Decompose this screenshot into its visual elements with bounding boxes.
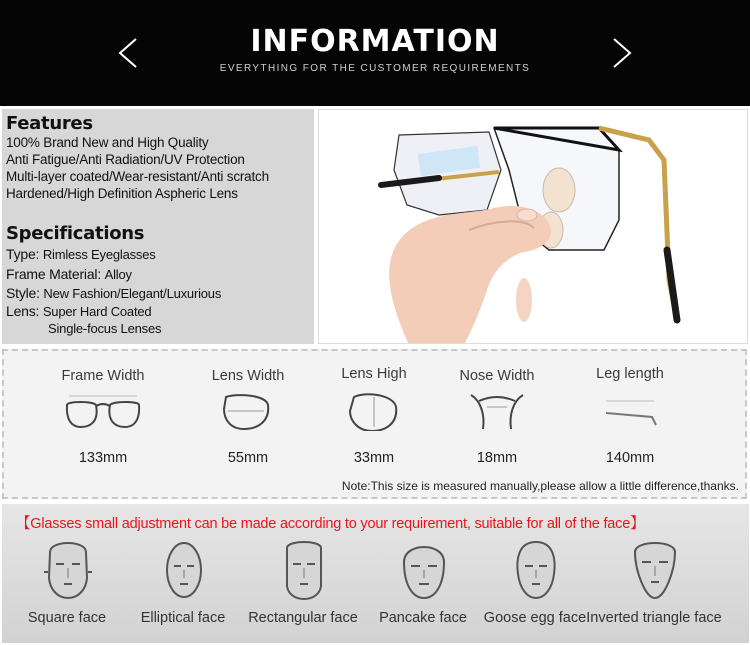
measure-label: Lens High	[341, 366, 407, 382]
inverted-triangle-face-icon	[629, 538, 681, 602]
nose-width-icon	[457, 391, 537, 431]
spec-type-label: Type:	[6, 246, 40, 262]
measurement-note: Note:This size is measured manually,please allow a little difference,thanks.	[341, 479, 739, 493]
spec-material	[6, 266, 132, 282]
page-subtitle: EVERYTHING FOR THE CUSTOMER REQUIREMENTS	[219, 63, 531, 74]
product-photo	[318, 109, 748, 344]
measure-label: Lens Width	[211, 368, 285, 384]
feature-line: Hardened/High Definition Aspheric Lens	[6, 186, 238, 201]
chevron-right-icon[interactable]	[604, 33, 638, 73]
measurement-panel	[2, 349, 747, 499]
pancake-face-icon	[398, 538, 450, 602]
face-label: Elliptical face	[140, 610, 226, 626]
features-panel	[2, 109, 314, 344]
spec-style-value: New Fashion/Elegant/Luxurious	[43, 286, 222, 301]
square-face-icon	[42, 538, 94, 602]
feature-line: 100% Brand New and High Quality	[6, 135, 209, 150]
measure-value: 18mm	[476, 450, 518, 466]
measure-label: Nose Width	[459, 368, 535, 384]
spec-style-label: Style:	[6, 285, 40, 301]
adjustment-notice: 【Glasses small adjustment can be made according to your requirement, suitable for all of the face】	[16, 516, 645, 532]
face-label: Inverted triangle face	[586, 610, 722, 626]
spec-style	[6, 285, 221, 301]
face-label: Goose egg face	[483, 610, 587, 626]
feature-line: Multi-layer coated/Wear-resistant/Anti scratch	[6, 169, 269, 184]
spec-lens-value-2: Single-focus Lenses	[48, 321, 162, 336]
measure-label: Leg length	[596, 366, 664, 382]
spec-lens-2	[48, 321, 161, 336]
feature-line: Anti Fatigue/Anti Radiation/UV Protection	[6, 152, 245, 167]
spec-type	[6, 246, 156, 262]
features-heading: Features	[6, 113, 93, 134]
spec-material-value: Alloy	[104, 267, 132, 282]
face-label: Square face	[27, 610, 107, 626]
spec-lens	[6, 303, 151, 319]
specifications-heading: Specifications	[6, 223, 145, 244]
measure-value: 140mm	[605, 450, 655, 466]
face-shapes-panel	[2, 504, 749, 643]
elliptical-face-icon	[158, 538, 210, 602]
header-banner	[0, 0, 750, 106]
measure-value: 133mm	[78, 450, 128, 466]
face-label: Rectangular face	[248, 610, 358, 626]
rectangular-face-icon	[278, 538, 330, 602]
face-label: Pancake face	[379, 610, 467, 626]
goose-egg-face-icon	[510, 538, 562, 602]
leg-length-icon	[590, 391, 670, 431]
spec-lens-label: Lens:	[6, 303, 40, 319]
lens-height-icon	[334, 391, 414, 431]
measure-value: 55mm	[227, 450, 269, 466]
spec-material-label: Frame Material:	[6, 266, 102, 282]
measure-value: 33mm	[353, 450, 395, 466]
frame-width-icon	[63, 391, 143, 431]
spec-type-value: Rimless Eyeglasses	[42, 247, 156, 262]
spec-lens-value-1: Super Hard Coated	[42, 304, 152, 319]
lens-width-icon	[208, 391, 288, 431]
page-title: INFORMATION	[250, 24, 500, 59]
measure-label: Frame Width	[61, 368, 145, 384]
